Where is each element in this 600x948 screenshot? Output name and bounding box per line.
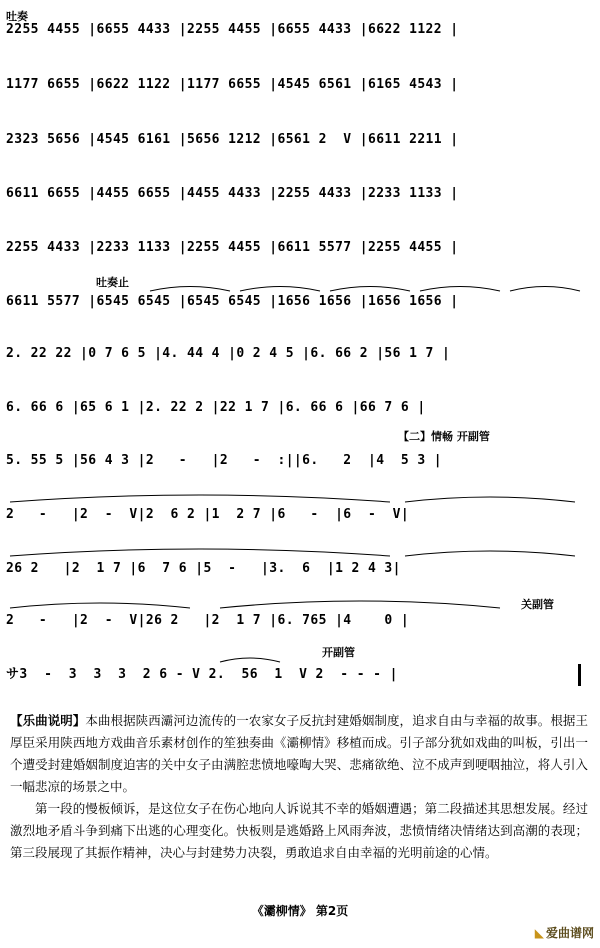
score-row-1: 2255 4455 |6655 4433 |2255 4455 |6655 4433 |6622 1122 |: [6, 22, 459, 37]
notes-paragraph-2: 第一段的慢板倾诉，是这位女子在伤心地向人诉说其不幸的婚姻遭遇；第二段描述其思想发展。经过激烈地矛盾斗争到痛下出逃的心理变化。快板则是逃婚路上风雨奔波，悲愤情绪决情绪达到高潮的表现；第三段展现了其振作精神，决心与封建势力决裂，勇敢追求自由幸福的光明前途的心情。: [10, 801, 588, 860]
score-row-7: 2. 22 22 |0 7 6 5 |4. 44 4 |0 2 4 5 |6. 66 2 |56 1 7 |: [6, 346, 451, 361]
start-mark: 吐奏: [6, 10, 28, 23]
final-barline: [578, 664, 581, 686]
notes-paragraph-1: 本曲根据陕西灞河边流传的一农家女子反抗封建婚姻制度，追求自由与幸福的故事。根据王厚臣采用陕西地方戏曲音乐素材创作的笙独奏曲《灞柳情》移植而成。引子部分犹如戏曲的叫板，引出一个遭受封建婚姻制度迫害的关中女子由满腔悲愤地嚎啕大哭、悲痛欲绝、泣不成声到哽咽抽泣，将人引入一幅悲凉的场景之中。: [10, 713, 588, 794]
logo-icon: ◣: [534, 926, 544, 940]
logo-text: 爱曲谱网: [545, 926, 594, 940]
score-row-6: 6611 5577 |6545 6545 |6545 6545 |1656 1656 |1656 1656 |: [6, 294, 459, 309]
guan-close-mark: 关副管: [521, 598, 554, 611]
site-logo: [535, 924, 594, 941]
score-row-11: 26 2 |2 1 7 |6 7 6 |5 - |3. 6 |1 2 4 3|: [6, 561, 401, 576]
score-row-13: サ3 - 3 3 3 2 6 - V 2. 56 1 V 2 - - - |: [6, 667, 398, 682]
notes-label: 【乐曲说明】: [10, 713, 86, 728]
score-row-10: 2 - |2 - V|2 6 2 |1 2 7 |6 - |6 - V|: [6, 507, 410, 522]
score-row-9: 5. 55 5 |56 4 3 |2 - |2 - :||6. 2 |4 5 3 |: [6, 453, 443, 468]
score-row-5: 2255 4433 |2233 1133 |2255 4455 |6611 5577 |2255 4455 |: [6, 240, 459, 255]
section-two-heading: 【二】情畅 开副管: [398, 430, 490, 443]
score-row-12: 2 - |2 - V|26 2 |2 1 7 |6. 765 |4 0 |: [6, 613, 410, 628]
page-footer: 《灞柳情》 第2页: [251, 904, 349, 918]
score-row-3: 2323 5656 |4545 6161 |5656 1212 |6561 2 V |6611 2211 |: [6, 132, 459, 147]
tuzou-stop-mark: 吐奏止: [96, 276, 129, 289]
score-row-2: 1177 6655 |6622 1122 |1177 6655 |4545 6561 |6165 4543 |: [6, 77, 459, 92]
guan-open-mark: 开副管: [322, 646, 355, 659]
score-row-4: 6611 6655 |4455 6655 |4455 4433 |2255 4433 |2233 1133 |: [6, 186, 459, 201]
score-row-8: 6. 66 6 |65 6 1 |2. 22 2 |22 1 7 |6. 66 6 |66 7 6 |: [6, 400, 426, 415]
music-notes: [10, 710, 588, 864]
